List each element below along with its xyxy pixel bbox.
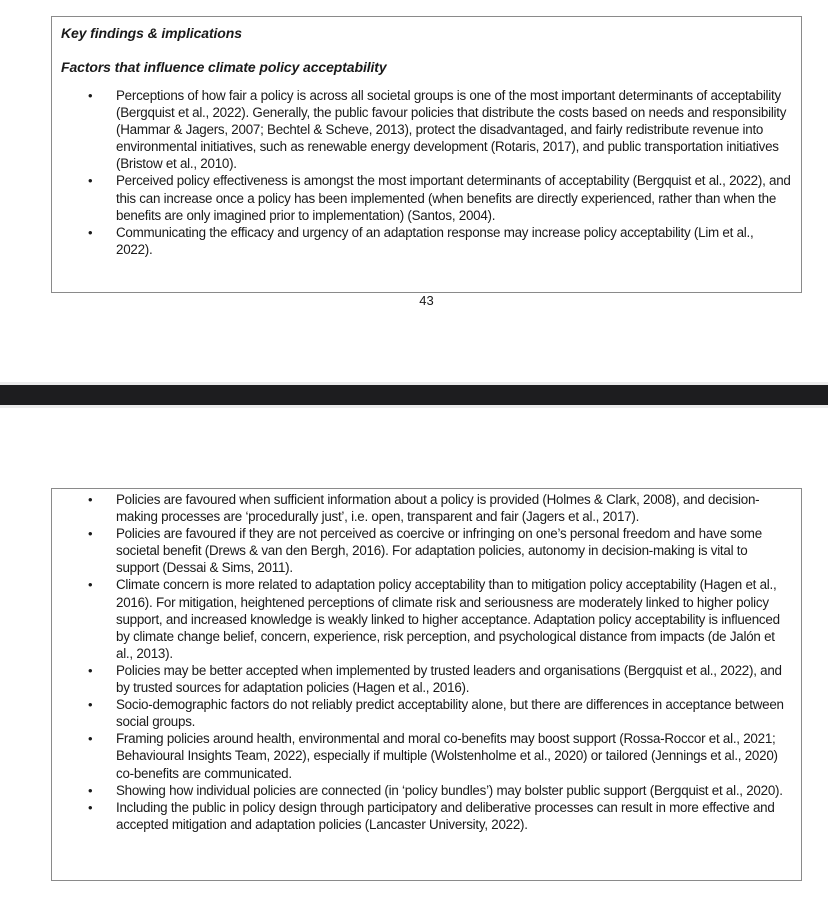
page-number: 43 [419,293,434,308]
list-item: • Perceptions of how fair a policy is across all societal groups is one of the most important determinants of acceptability (Bergquist et al., 2022). Generally, the public favour policies that distribute the costs based on needs and responsibility (Hammar & Jagers, 2007; Bechtel & Scheve, 2013), protect the disadvantaged, and fairly redistribute revenue into environmental initiatives, such as renewable energy development (Rotaris, 2017), and public transportation initiatives (Bristow et al., 2010). [88,88,787,172]
bullet-icon: • [88,731,93,747]
bullet-icon: • [88,697,93,713]
findings-list-page2 [52,491,801,833]
list-item: • Framing policies around health, environmental and moral co-benefits may boost support (Rossa-Roccor et al., 2021; Behavioural Insights Team, 2022), especially if multiple (Wolstenholme et al., 2020) or tailored (Jennings et al., 2020) co-benefits are communicated. [88,731,778,781]
list-item: • Showing how individual policies are connected (in ‘policy bundles’) may bolster public support (Bergquist et al., 2020). [88,782,783,798]
key-findings-heading: Key findings & implications [61,25,242,41]
list-item: • Socio-demographic factors do not reliably predict acceptability alone, but there are differences in acceptance between social groups. [88,697,784,730]
list-item: • Including the public in policy design through participatory and deliberative processes can result in more effective and accepted mitigation and adaptation policies (Lancaster University, 2022). [88,799,775,832]
bullet-icon: • [88,224,93,240]
page-divider [0,382,828,408]
bullet-icon: • [88,492,93,507]
factors-heading: Factors that influence climate policy acceptability [61,59,387,75]
bullet-icon: • [88,526,93,542]
key-findings-box [51,16,802,293]
list-item: • Communicating the efficacy and urgency of an adaptation response may increase policy acceptability (Lim et al., 2022). [88,224,754,257]
list-item: • Policies are favoured if they are not perceived as coercive or infringing on one’s personal freedom and have some societal benefit (Drews & van den Bergh, 2016). For adaptation policies, autonomy in decision-making is vital to support (Dessai & Sims, 2011). [88,526,762,576]
list-item: • Climate concern is more related to adaptation policy acceptability than to mitigation policy acceptability (Hagen et al., 2016). For mitigation, heightened perceptions of climate risk and seriousness are moderately linked to higher policy support, and increased knowledge is weakly linked to higher acceptance. Adaptation policy acceptability is influenced by climate change belief, concern, experience, risk perception, and psychological distance from impacts (de Jalón et al., 2013). [88,577,780,661]
bullet-icon: • [88,173,93,189]
bullet-icon: • [88,782,93,798]
bullet-icon: • [88,662,93,678]
findings-list-page1 [52,87,801,258]
bullet-icon: • [88,88,93,103]
bullet-icon: • [88,577,93,593]
list-item: • Perceived policy effectiveness is amongst the most important determinants of acceptability (Bergquist et al., 2022), and this can increase once a policy has been implemented (when benefits are directly experienced, rather than when the benefits are only imagined prior to implementation) (Santos, 2004). [88,173,791,223]
list-item: • Policies may be better accepted when implemented by trusted leaders and organisations (Bergquist et al., 2022), and by trusted sources for adaptation policies (Hagen et al., 2016). [88,662,782,696]
bullet-icon: • [88,799,93,815]
key-findings-box-continued [51,488,802,881]
list-item: • Policies are favoured when sufficient information about a policy is provided (Holmes & Clark, 2008), and decision-making processes are ‘procedurally just’, i.e. open, transparent and fair (Jagers et al., 2017). [88,492,760,525]
